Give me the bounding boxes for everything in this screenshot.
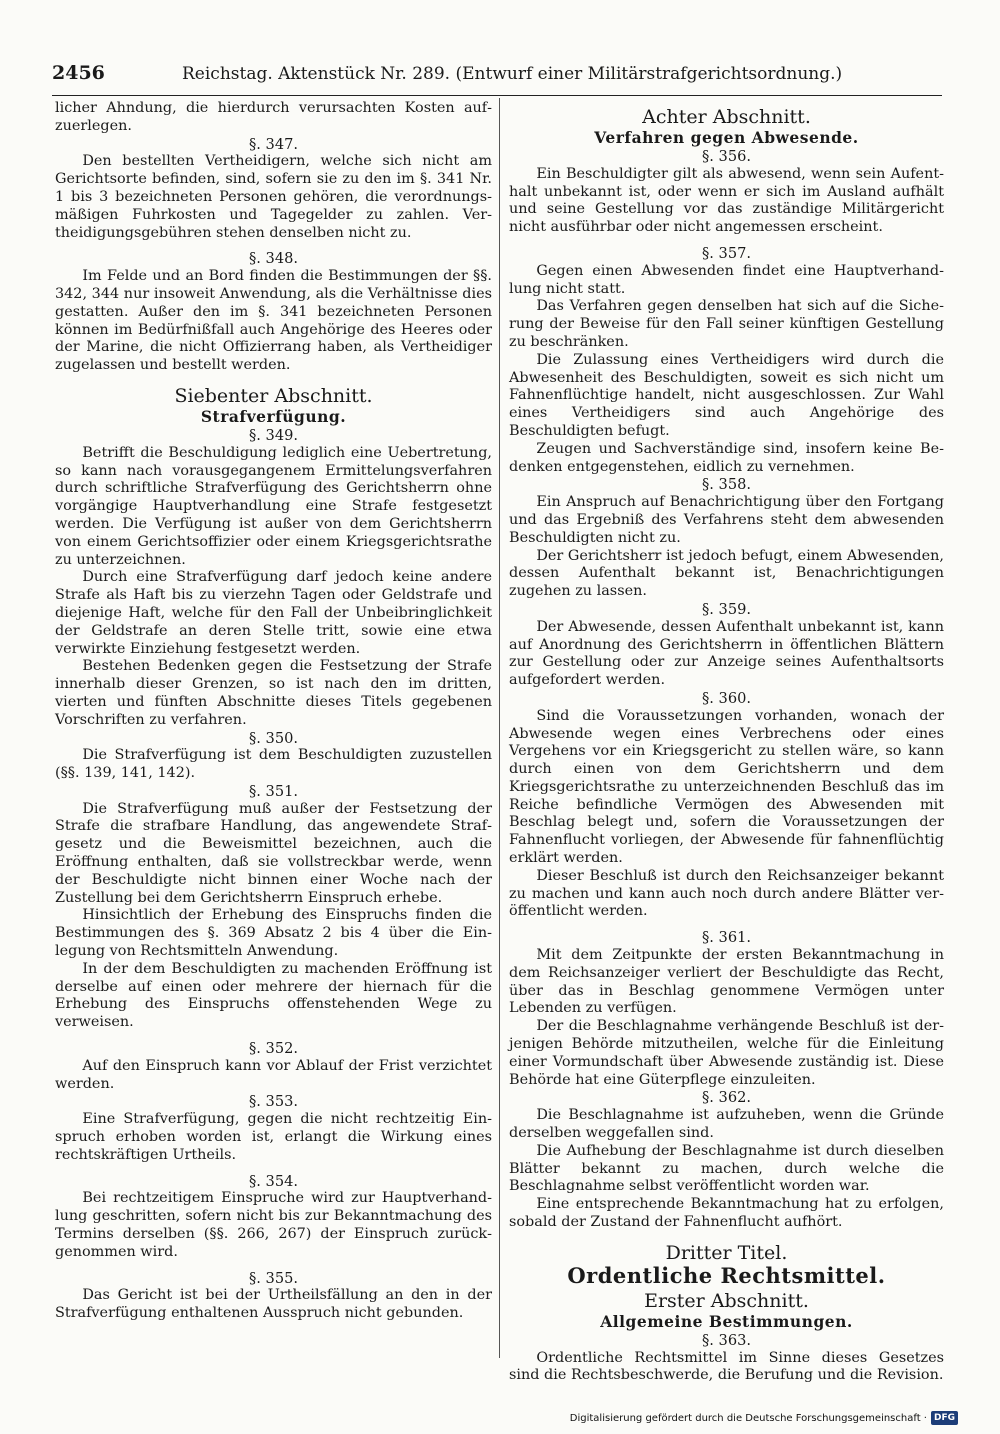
paragraph: Den bestellten Vertheidigern, welche sich nicht am Gerichtsorte befinden, sind, sofern sie zu den im §. 341 Nr. 1 bis 3 bezeichneten Personen gehören, die verordnungsmäßigen Fuhrkosten und Tagegelder zu zahlen. Vertheidigungsgebühren stehen denselben nicht zu. xyxy=(55,153,492,241)
paragraph: Gegen einen Abwesenden findet eine Hauptverhandlung nicht statt. xyxy=(509,262,944,297)
paragraph: In der dem Beschuldigten zu machenden Eröffnung ist derselbe auf einen oder mehrere der hiernach für die Erhebung des Einspruchs offenstehenden Wege zu verweisen. xyxy=(55,960,492,1031)
chapter-heading: Achter Abschnitt. xyxy=(642,106,811,128)
section-number: §. 350. xyxy=(248,729,299,747)
section-number: §. 349. xyxy=(248,426,299,444)
paragraph: Die Strafverfügung muß außer der Festsetzung der Strafe die strafbare Handlung, das angewendete Strafgesetz und die Beweismittel bezeichnen, auch die Eröffnung enthalten, daß sie vollstreckbar werde, wenn der Beschuldigte nicht binnen einer Woche nach der Zustellung bei dem Gerichtsherrn Einspruch erhebe. xyxy=(55,800,492,906)
paragraph: Der Abwesende, dessen Aufenthalt unbekannt ist, kann auf Anordnung des Gerichtsherrn in öffentlichen Blättern zur Gestellung oder zur Anzeige seines Aufenthaltsorts aufgefordert werden. xyxy=(509,618,944,689)
section-number: §. 358. xyxy=(701,476,752,494)
section-number: §. 359. xyxy=(701,600,752,618)
paragraph: Bestehen Bedenken gegen die Festsetzung der Strafe innerhalb dieser Grenzen, so ist nach den im dritten, vierten und fünften Abschnitte dieses Titels gegebenen Vorschriften zu verfahren. xyxy=(55,658,492,728)
paragraph: Eine Strafverfügung, gegen die nicht rechtzeitig Einspruch erhoben worden ist, erlangt die Wirkung eines rechtskräftigen Urtheils. xyxy=(55,1111,492,1163)
paragraph: Sind die Voraussetzungen vorhanden, wonach der Abwesende wegen eines Verbrechens oder eines Vergehens vor ein Kriegsgericht zu stellen wäre, so kann durch einen von dem Gerichtsherrn und dem Kriegsgerichtsrathe zu unterzeichnenden Beschluß das im Reiche befindliche Vermögen des Abwesenden mit Beschlag belegt und, sofern die Voraussetzungen der Fahnenflucht vorliegen, der Abwesende für fahnenflüchtig erklärt werden. xyxy=(509,707,944,867)
chapter-title: Verfahren gegen Abwesende. xyxy=(594,128,859,147)
section-number: §. 357. xyxy=(701,244,752,262)
paragraph: Ein Beschuldigter gilt als abwesend, wenn sein Aufenthalt unbekannt ist, oder wenn er sich im Ausland aufhält und seine Gestellung vor das zuständige Militärgericht nicht ausführbar oder nicht angemessen erscheint. xyxy=(509,165,944,236)
paragraph: Der Gerichtsherr ist jedoch befugt, einem Abwesenden, dessen Aufenthalt bekannt ist, Benachrichtigungen zugehen zu lassen. xyxy=(509,547,944,600)
section-number: §. 362. xyxy=(701,1089,752,1107)
right-column xyxy=(509,100,944,1385)
paragraph: Ein Anspruch auf Benachrichtigung über den Fortgang und das Ergebniß des Verfahrens steht dem abwesenden Beschuldigten nicht zu. xyxy=(509,494,944,546)
chapter-title: Allgemeine Bestimmungen. xyxy=(600,1311,853,1331)
section-number: §. 354. xyxy=(248,1172,299,1190)
section-number: §. 351. xyxy=(248,782,299,800)
title-name: Ordentliche Rechtsmittel. xyxy=(567,1262,886,1288)
left-column xyxy=(55,100,492,1323)
paragraph: Das Gericht ist bei der Urtheilsfällung an den in der Strafverfügung enthaltenen Ausspruch nicht gebunden. xyxy=(55,1287,492,1322)
running-title: Reichstag. Aktenstück Nr. 289. (Entwurf einer Militärstrafgerichtsordnung.) xyxy=(182,64,843,84)
section-number: §. 356. xyxy=(701,148,752,165)
section-number: §. 347. xyxy=(248,135,299,153)
paragraph: Die Strafverfügung ist dem Beschuldigten zuzustellen (§§. 139, 141, 142). xyxy=(55,747,492,782)
page-number: 2456 xyxy=(52,62,105,84)
section-number: §. 360. xyxy=(701,689,752,707)
paragraph: Betrifft die Beschuldigung lediglich eine Uebertretung, so kann nach vorausgegangenem Ermittelungsverfahren durch schriftliche Strafverfügung des Gerichtsherrn ohne vorgängige Hauptverhandlung eine Strafe festgesetzt werden. Die Verfügung ist außer von dem Gerichtsherrn von einem Gerichtsoffizier oder einem Kriegsgerichtsrathe zu unterzeichnen. xyxy=(55,444,492,568)
credit-text: Digitalisierung gefördert durch die Deutsche Forschungsgemeinschaft · xyxy=(569,1412,927,1424)
digitization-credit xyxy=(570,1411,958,1425)
section-number: §. 348. xyxy=(248,250,299,268)
paragraph: Die Zulassung eines Vertheidigers wird durch die Abwesenheit des Beschuldigten, soweit es sich nicht um Fahnenflüchtige handelt, nicht ausgeschlossen. Zur Wahl eines Vertheidigers sind auch Angehörige des Beschuldigten befugt. xyxy=(509,351,944,439)
paragraph: Der die Beschlagnahme verhängende Beschluß ist derjenigen Behörde mitzutheilen, welche für die Einleitung einer Vormundschaft über Abwesende zuständig ist. Diese Behörde hat eine Güterpflege einzuleiten. xyxy=(509,1018,944,1088)
column-divider xyxy=(499,98,500,1358)
paragraph: Das Verfahren gegen denselben hat sich auf die Sicherung der Beweise für den Fall seiner künftigen Gestellung zu beschränken. xyxy=(509,298,944,350)
paragraph: Im Felde und an Bord finden die Bestimmungen der §§. 342, 344 nur insoweit Anwendung, als die Verhältnisse dies gestatten. Außer den im §. 341 bezeichneten Personen können im Bedürfnißfall auch Angehörige des Heeres oder der Marine, die nicht Offizierrang haben, als Vertheidiger zugelassen und bestellt werden. xyxy=(55,268,492,374)
paragraph: Die Aufhebung der Beschlagnahme ist durch dieselben Blätter bekannt zu machen, durch welche die Beschlagnahme selbst veröffentlicht worden war. xyxy=(509,1142,944,1195)
section-number: §. 355. xyxy=(248,1269,299,1287)
chapter-title: Strafverfügung. xyxy=(200,406,347,426)
paragraph: Mit dem Zeitpunkte der ersten Bekanntmachung in dem Reichsanzeiger verliert der Beschuldigte das Recht, über das in Beschlag genommene Vermögen unter Lebenden zu verfügen. xyxy=(509,947,944,1017)
section-number: §. 352. xyxy=(248,1040,299,1058)
paragraph: Hinsichtlich der Erhebung des Einspruchs finden die Bestimmungen des §. 369 Absatz 2 bis 4 über die Einlegung von Rechtsmitteln Anwendung. xyxy=(55,907,492,960)
page-header xyxy=(52,62,942,92)
paragraph: licher Ahndung, die hierdurch verursachten Kosten aufzuerlegen. xyxy=(55,100,492,134)
title-heading: Dritter Titel. xyxy=(665,1241,788,1264)
paragraph: Zeugen und Sachverständige sind, insofern keine Bedenken entgegenstehen, eidlich zu vernehmen. xyxy=(509,440,944,475)
chapter-heading: Erster Abschnitt. xyxy=(644,1289,809,1312)
paragraph: Auf den Einspruch kann vor Ablauf der Frist verzichtet werden. xyxy=(55,1057,492,1092)
dfg-logo: DFG xyxy=(931,1411,958,1425)
paragraph: Die Beschlagnahme ist aufzuheben, wenn die Gründe derselben weggefallen sind. xyxy=(509,1107,944,1142)
paragraph: Eine entsprechende Bekanntmachung hat zu erfolgen, sobald der Zustand der Fahnenflucht aufhört. xyxy=(509,1196,944,1231)
paragraph: Ordentliche Rechtsmittel im Sinne dieses Gesetzes sind die Rechtsbeschwerde, die Berufung und die Revision. xyxy=(509,1349,944,1384)
paragraph: Durch eine Strafverfügung darf jedoch keine andere Strafe als Haft bis zu vierzehn Tagen oder Geldstrafe und diejenige Haft, welche für den Fall der Unbeibringlichkeit der Geldstrafe an deren Stelle tritt, sowie eine etwa verwirkte Einziehung festgesetzt werden. xyxy=(55,569,492,657)
section-number: §. 353. xyxy=(248,1093,299,1111)
paragraph: Bei rechtzeitigem Einspruche wird zur Hauptverhandlung geschritten, sofern nicht bis zur Bekanntmachung des Termins derselben (§§. 266, 267) der Einspruch zurückgenommen wird. xyxy=(55,1190,492,1260)
header-rule xyxy=(52,95,942,96)
section-number: §. 361. xyxy=(701,929,752,947)
chapter-heading: Siebenter Abschnitt. xyxy=(174,384,373,407)
section-number: §. 363. xyxy=(701,1331,752,1349)
paragraph: Dieser Beschluß ist durch den Reichsanzeiger bekannt zu machen und kann auch noch durch andere Blätter veröffentlicht werden. xyxy=(509,867,944,920)
